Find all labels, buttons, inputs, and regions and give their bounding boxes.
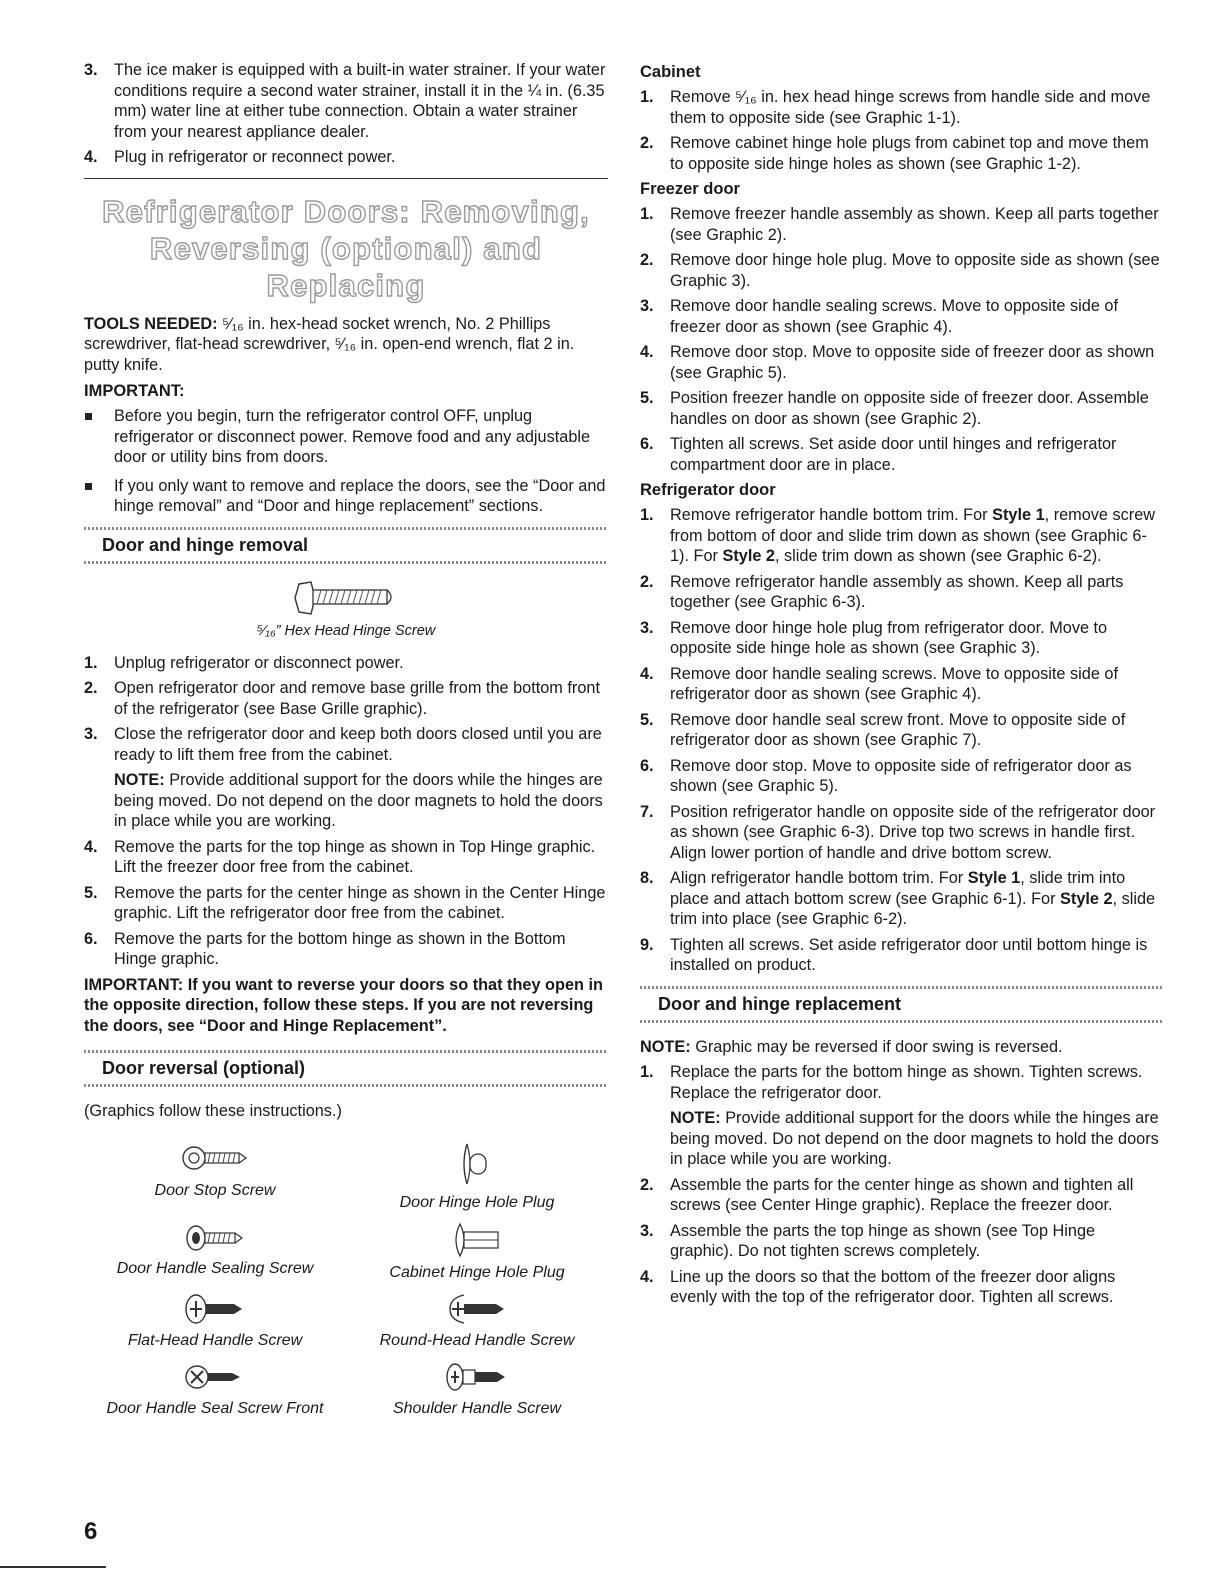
round-head-handle-screw-icon [446,1292,508,1326]
bullet-text: Before you begin, turn the refrigerator control OFF, unplug refrigerator or disconnect power. Remove food and any adjustable door or utility bins from doors. [114,407,591,466]
style-2-label: Style 2 [1060,889,1113,908]
list-item [84,678,608,719]
step-number: 2. [640,1175,654,1194]
step-number: 4. [84,148,98,166]
step-text: Align refrigerator handle bottom trim. For [670,869,968,887]
step-number: 9. [640,935,654,954]
section-heading-text: Door reversal (optional) [102,1058,306,1078]
step-number: 1. [640,88,654,106]
step-number: 6. [84,929,98,948]
list-item [84,60,608,142]
tools-needed [84,314,608,376]
list-item [640,250,1162,291]
page-title-line-2: Reversing (optional) and Replacing [149,230,543,303]
list-item [84,724,608,832]
step-text: , slide trim down as shown (see Graphic 6-2). [774,547,1102,565]
step-text: Remove the parts for the bottom hinge as shown in the Bottom Hinge graphic. [114,929,566,968]
cabinet-heading: Cabinet [640,63,701,81]
section-heading-text: Door and hinge replacement [658,993,902,1014]
step-number: 6. [640,435,654,453]
shoulder-handle-screw-icon [444,1360,510,1394]
step-text: Remove door stop. Move to opposite side of refrigerator door as shown (see Graphic 5). [670,756,1132,795]
list-item [640,802,1162,864]
bullet-square-icon [85,483,92,490]
step-number: 3. [84,61,98,79]
bullet-text: If you only want to remove and replace the doors, see the “Door and hinge removal” and “Door and hinge replacement” sections. [114,476,606,515]
style-1-label: Style 1 [967,869,1021,887]
part-caption: Flat-Head Handle Screw [127,1331,303,1349]
right-column [640,60,1162,1313]
step-text: Remove the parts for the center hinge as shown in the Center Hinge graphic. Lift the refrigerator door free from the cabinet. [114,883,606,922]
step-text: Remove cabinet hinge hole plugs from cabinet top and move them to opposite side hinge holes as shown (see Graphic 1-2). [670,134,1149,173]
footer-rule [0,1566,106,1568]
part-door-handle-seal-screw-front [84,1360,346,1418]
list-item [84,929,608,970]
note-text: Graphic may be reversed if door swing is reversed. [695,1037,1063,1056]
note-label: NOTE: [114,771,165,789]
step-number: 5. [640,710,654,729]
part-door-handle-sealing-screw [84,1222,346,1282]
step-number: 5. [84,883,98,902]
freezer-door-steps [640,204,1162,475]
step-text: Assemble the parts for the center hinge as shown and tighten all screws (see Center Hinge graphic). Replace the freezer door. [670,1175,1134,1214]
list-item [640,434,1162,475]
freezer-door-heading: Freezer door [640,180,740,198]
step-text: Unplug refrigerator or disconnect power. [114,653,404,672]
note-text: Provide additional support for the doors while the hinges are being moved. Do not depend on the door magnets to hold the doors in place while you are working. [114,771,603,830]
step-note [114,770,608,832]
section-heading-door-hinge-removal [84,527,608,564]
list-item [640,296,1162,337]
divider [84,178,608,179]
part-caption: Door Handle Sealing Screw [116,1259,314,1277]
step-text: Open refrigerator door and remove base grille from the bottom front of the refrigerator (see Base Grille graphic). [114,679,600,718]
part-caption: Shoulder Handle Screw [392,1399,562,1417]
list-item [640,505,1162,567]
step-number: 1. [640,205,654,223]
step-text: Remove door handle sealing screws. Move to opposite side of refrigerator door as shown (see Graphic 4). [670,664,1118,703]
replacement-steps [640,1062,1162,1308]
list-item [84,147,608,168]
cabinet-hinge-hole-plug-icon [450,1222,504,1258]
part-round-head-handle-screw [346,1292,608,1350]
list-item [640,1062,1162,1170]
step-text: Remove door hinge hole plug from refrigerator door. Move to opposite side hinge hole as shown (see Graphic 3). [670,618,1108,657]
step-note [670,1108,1162,1170]
step-text: Remove ⁵⁄₁₆ in. hex head hinge screws from handle side and move them to opposite side (see Graphic 1-1). [670,88,1151,127]
door-handle-seal-screw-front-icon [184,1360,246,1394]
important-label: IMPORTANT: [84,382,185,400]
style-2-label: Style 2 [722,547,775,565]
step-text: Tighten all screws. Set aside refrigerator door until bottom hinge is installed on product. [670,935,1148,974]
step-text: Remove door stop. Move to opposite side of freezer door as shown (see Graphic 5). [670,343,1155,382]
step-text: Close the refrigerator door and keep both doors closed until you are ready to lift them free from the cabinet. [114,725,602,764]
step-number: 2. [640,572,654,591]
step-number: 2. [640,251,654,269]
parts-grid [84,1140,608,1418]
list-item [640,618,1162,659]
step-number: 1. [640,506,654,524]
step-text: Replace the parts for the bottom hinge as shown. Tighten screws. Replace the refrigerator door. [670,1063,1143,1102]
part-door-stop-screw [84,1140,346,1212]
step-number: 3. [640,1221,654,1240]
step-text: Plug in refrigerator or reconnect power. [114,148,396,166]
step-number: 8. [640,869,654,887]
list-item [640,133,1162,174]
step-number: 2. [640,134,654,152]
step-text: Remove door handle sealing screws. Move to opposite side of freezer door as shown (see Graphic 4). [670,297,1118,336]
list-item [84,883,608,924]
section-heading-door-reversal [84,1050,608,1087]
note-text: Provide additional support for the doors while the hinges are being moved. Do not depend on the door magnets to hold the doors in place while you are working. [670,1109,1159,1168]
part-shoulder-handle-screw [346,1360,608,1418]
step-number: 1. [640,1063,654,1081]
list-item [640,710,1162,751]
section-heading-door-hinge-replacement [640,986,1162,1023]
step-text: Remove refrigerator handle assembly as shown. Keep all parts together (see Graphic 6-3). [670,572,1124,611]
important-bullets [84,406,608,517]
tools-label: TOOLS NEEDED: [84,314,218,333]
part-caption: Round-Head Handle Screw [379,1331,575,1349]
part-door-hinge-hole-plug [346,1140,608,1212]
step-number: 5. [640,389,654,407]
step-text: , remove screw from bottom of door and slide trim down as shown (see Graphic 6-1). For [670,506,1156,565]
step-text: , slide trim into place (see Graphic 6-2). [670,889,1156,928]
part-cabinet-hinge-hole-plug [346,1222,608,1282]
list-item [640,87,1162,128]
step-text: Line up the doors so that the bottom of the freezer door aligns evenly with the top of the refrigerator door. Tighten all screws. [670,1267,1116,1306]
reversal-intro: (Graphics follow these instructions.) [84,1102,342,1120]
tools-text: ⁵⁄₁₆ in. hex-head socket wrench, No. 2 Phillips screwdriver, flat-head screwdriver, ⁵⁄₁₆ in. open-end wrench, flat 2 in. putty knife. [84,314,575,374]
list-item [640,1175,1162,1216]
step-text: Position refrigerator handle on opposite side of the refrigerator door as shown (see Graphic 6-3). Drive top two screws in handle first. Align lower portion of handle and drive bottom screw. [670,802,1156,862]
step-number: 4. [640,1267,654,1286]
door-handle-sealing-screw-icon [184,1222,246,1254]
step-number: 3. [640,618,654,637]
page-number: 6 [84,1518,98,1545]
door-stop-screw-icon [180,1140,250,1176]
step-number: 4. [640,343,654,361]
part-caption: Cabinet Hinge Hole Plug [389,1263,565,1281]
list-item [640,868,1162,930]
page-title-line-1: Refrigerator Doors: Removing, [102,193,590,229]
list-item [640,935,1162,976]
step-text: Remove door handle seal screw front. Move to opposite side of refrigerator door as shown (see Graphic 7). [670,710,1126,749]
step-number: 3. [640,297,654,315]
door-hinge-hole-plug-icon [457,1140,497,1188]
section-heading-text: Door and hinge removal [102,534,309,555]
list-item [640,204,1162,245]
step-number: 4. [640,664,654,683]
note-label: NOTE: [670,1109,721,1127]
list-item [640,1267,1162,1308]
step-text: Tighten all screws. Set aside door until hinges and refrigerator compartment door are in place. [670,435,1117,474]
step-text: Remove door hinge hole plug. Move to opposite side as shown (see Graphic 3). [670,251,1160,290]
part-caption: Door Handle Seal Screw Front [106,1399,324,1417]
figure-caption: ⁵⁄₁₆” Hex Head Hinge Screw [256,622,436,639]
hex-head-hinge-screw-figure [84,578,608,639]
refrigerator-door-heading: Refrigerator door [640,481,776,499]
bullet-item [84,406,608,468]
step-text: , slide trim into place and attach bottom screw (see Graphic 6-1). For [670,869,1126,908]
part-caption: Door Hinge Hole Plug [399,1193,555,1211]
step-number: 7. [640,802,654,821]
step-text: Remove the parts for the top hinge as shown in Top Hinge graphic. Lift the freezer door free from the cabinet. [114,837,596,876]
list-item [640,572,1162,613]
replacement-note [640,1037,1162,1058]
note-label: NOTE: [640,1037,691,1056]
removal-steps [84,653,608,970]
important-reverse-note: IMPORTANT: If you want to reverse your doors so that they open in the opposite direction, follow these steps. If you are not reversing the doors, see “Door and Hinge Replacement”. [84,975,603,1035]
intro-steps [84,60,608,168]
step-number: 2. [84,679,98,697]
left-column [84,60,608,1418]
step-number: 6. [640,756,654,775]
step-text: Assemble the parts the top hinge as shown (see Top Hinge graphic). Do not tighten screws completely. [670,1221,1096,1260]
step-number: 4. [84,837,98,856]
flat-head-handle-screw-icon [184,1292,246,1326]
step-text: Position freezer handle on opposite side of freezer door. Assemble handles on door as shown (see Graphic 2). [670,389,1149,428]
list-item [84,837,608,878]
cabinet-steps [640,87,1162,174]
step-number: 3. [84,725,98,743]
page-title [84,193,608,304]
list-item [640,342,1162,383]
list-item [640,756,1162,797]
refrigerator-door-steps [640,505,1162,976]
step-number: 1. [84,653,98,672]
list-item [84,653,608,674]
step-text: Remove refrigerator handle bottom trim. For [670,506,993,524]
style-1-label: Style 1 [992,506,1045,524]
bullet-square-icon [85,413,92,420]
step-text: The ice maker is equipped with a built-in water strainer. If your water conditions require a second water strainer, install it in the ¼ in. (6.35 mm) water line at either tube connection. Obtain a water strainer from your nearest appliance dealer. [114,61,606,141]
step-text: Remove freezer handle assembly as shown. Keep all parts together (see Graphic 2). [670,205,1159,244]
list-item [640,664,1162,705]
part-flat-head-handle-screw [84,1292,346,1350]
list-item [640,388,1162,429]
list-item [640,1221,1162,1262]
part-caption: Door Stop Screw [154,1181,276,1199]
hex-head-hinge-screw-icon [291,578,401,618]
bullet-item [84,476,608,517]
